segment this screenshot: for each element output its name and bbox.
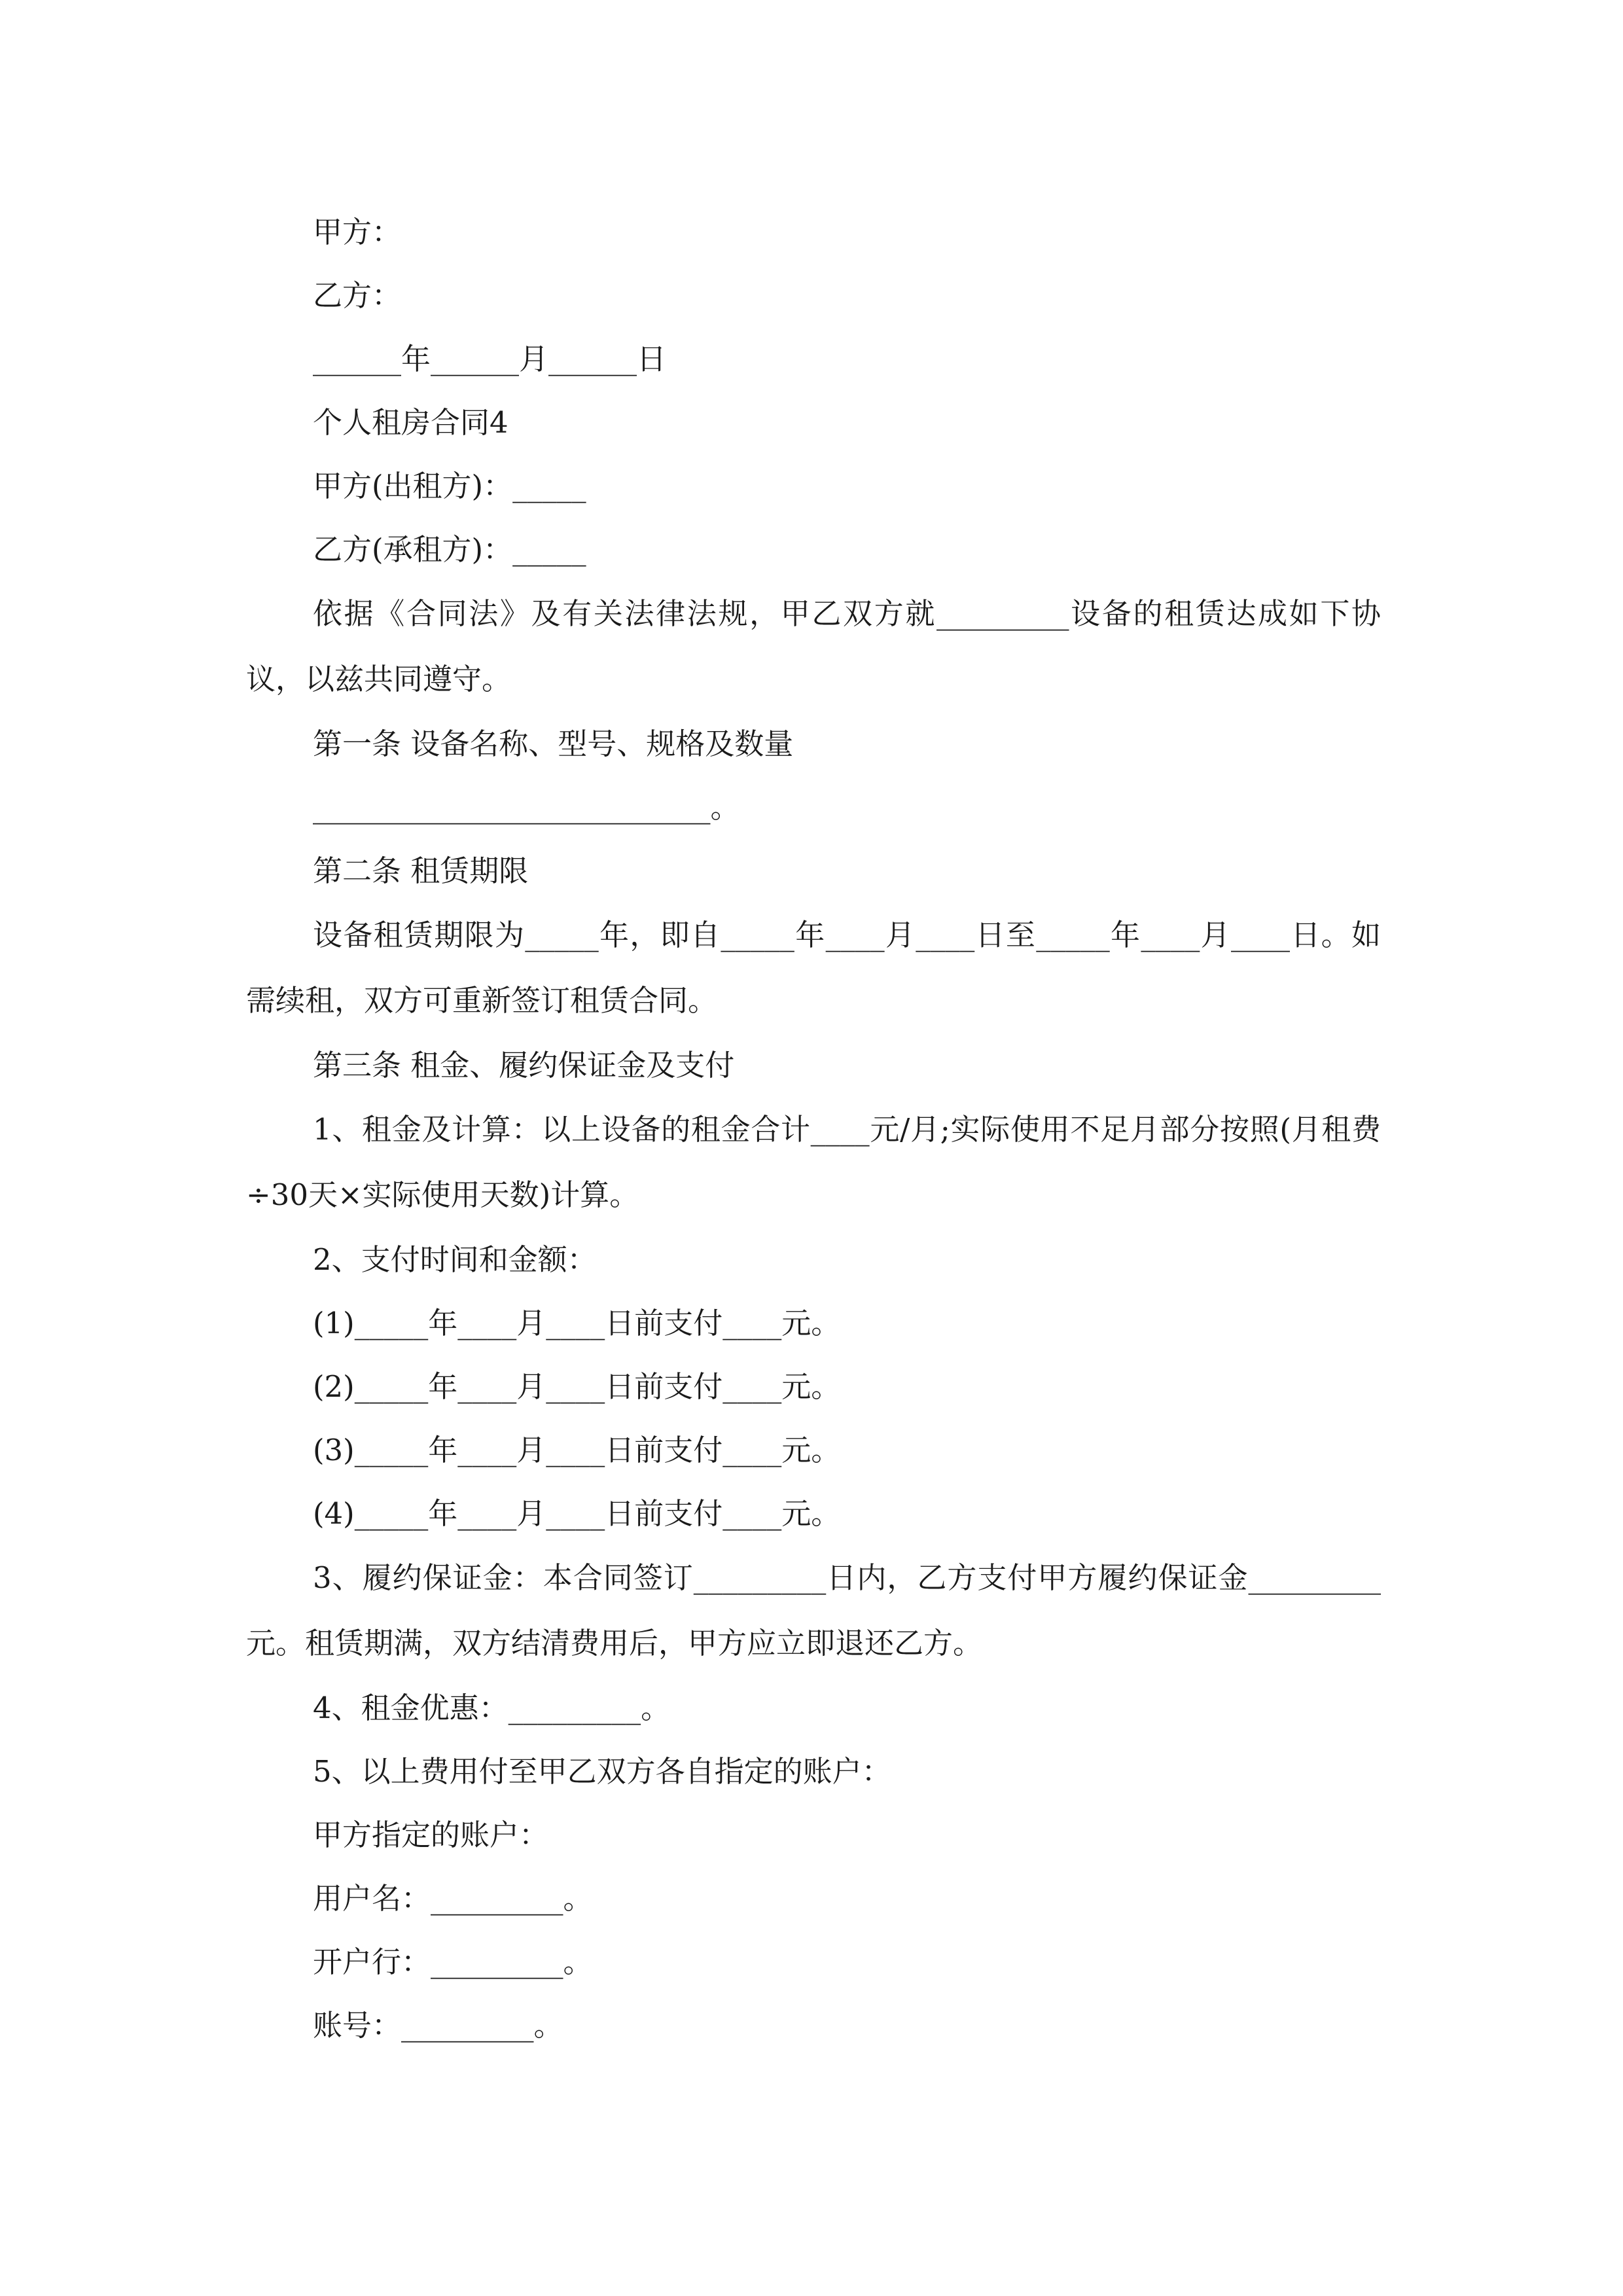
article-1-heading: 第一条 设备名称、型号、规格及数量 <box>313 726 794 761</box>
article-3-heading: 第三条 租金、履约保证金及支付 <box>313 1048 735 1083</box>
account-username-line: 用户名：_________。 <box>313 1881 593 1916</box>
lease-term-paragraph: 设备租赁期限为_____年，即自_____年____月____日至_____年____月____日。如需续租，双方可重新签订租赁合同。 <box>246 918 1381 1018</box>
signing-date-line: ______年______月______日 <box>313 342 667 376</box>
preamble-paragraph: 依据《合同法》及有关法律法规，甲乙双方就_________设备的租赁达成如下协议，以兹共同遵守。 <box>246 596 1381 696</box>
accounts-intro-line: 5、以上费用付至甲乙双方各自指定的账户： <box>313 1754 891 1789</box>
account-number-line: 账号：_________。 <box>313 2008 563 2043</box>
payment-item-4: (4)_____年____月____日前支付____元。 <box>313 1496 841 1531</box>
article-1-blank: ___________________________。 <box>313 790 740 825</box>
account-bank-line: 开户行：_________。 <box>313 1945 593 1979</box>
lessor-line: 甲方(出租方)：_____ <box>313 469 586 503</box>
rent-calculation-paragraph: 1、租金及计算：以上设备的租金合计____元/月;实际使用不足月部分按照(月租费÷30天×实际使用天数)计算。 <box>246 1112 1381 1212</box>
party-a-label: 甲方： <box>313 215 402 249</box>
rent-discount-line: 4、租金优惠：_________。 <box>313 1691 671 1725</box>
document-body <box>246 200 1381 2057</box>
contract-title: 个人租房合同4 <box>313 405 508 440</box>
deposit-paragraph: 3、履约保证金：本合同签订_________日内，乙方支付甲方履约保证金_________元。租赁期满，双方结清费用后，甲方应立即退还乙方。 <box>246 1560 1381 1660</box>
payment-item-2: (2)_____年____月____日前支付____元。 <box>313 1369 841 1404</box>
payment-item-1: (1)_____年____月____日前支付____元。 <box>313 1306 841 1340</box>
article-2-heading: 第二条 租赁期限 <box>313 853 529 888</box>
party-a-account-heading: 甲方指定的账户： <box>313 1818 549 1852</box>
payment-item-3: (3)_____年____月____日前支付____元。 <box>313 1433 841 1467</box>
party-b-label: 乙方： <box>313 278 402 313</box>
payment-schedule-heading: 2、支付时间和金额： <box>313 1242 597 1277</box>
lessee-line: 乙方(承租方)：_____ <box>313 532 586 567</box>
